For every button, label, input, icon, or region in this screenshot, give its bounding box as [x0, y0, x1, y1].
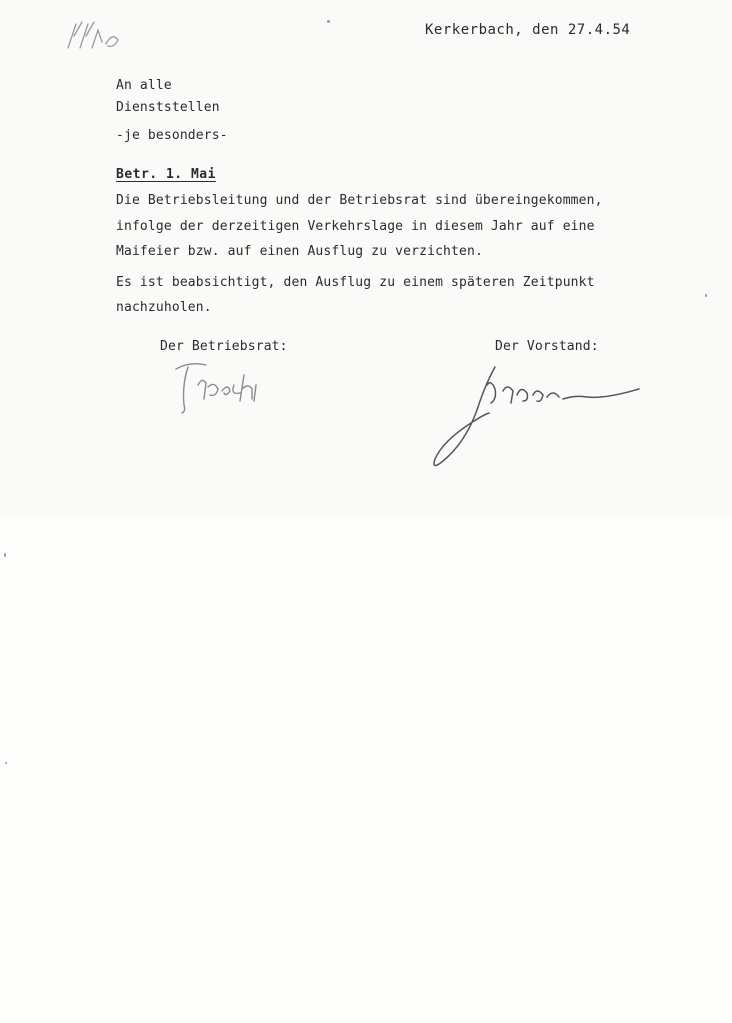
body-line: Die Betriebsleitung und der Betriebsrat sind übereingekommen, [116, 193, 603, 208]
body-line: Es ist beabsichtigt, den Ausflug zu einem späteren Zeitpunkt [116, 274, 595, 290]
paper-speck [5, 762, 7, 764]
works-council-label: Der Betriebsrat: [160, 339, 288, 354]
handwritten-initials [62, 18, 132, 56]
recipient-line: -je besonders- [116, 128, 228, 143]
letter-body [116, 188, 603, 321]
body-line: Maifeier bzw. auf einen Ausflug zu verzichten. [116, 244, 483, 259]
body-line: infolge der derzeitigen Verkehrslage in diesem Jahr auf eine [116, 218, 595, 234]
place-date: Kerkerbach, den 27.4.54 [425, 22, 631, 38]
recipients-block [116, 75, 228, 147]
body-paragraph [116, 270, 603, 321]
body-line: nachzuholen. [116, 300, 212, 315]
subject-line: Betr. 1. Mai [116, 167, 216, 182]
paper-speck [705, 294, 707, 297]
recipient-line: Dienststellen [116, 100, 220, 115]
paper-speck [327, 20, 330, 23]
body-paragraph [116, 188, 603, 265]
works-council-signature [168, 355, 278, 420]
paper-speck [4, 553, 6, 557]
board-signature [425, 355, 650, 475]
board-label: Der Vorstand: [495, 339, 599, 354]
recipient-line: An alle [116, 78, 172, 93]
